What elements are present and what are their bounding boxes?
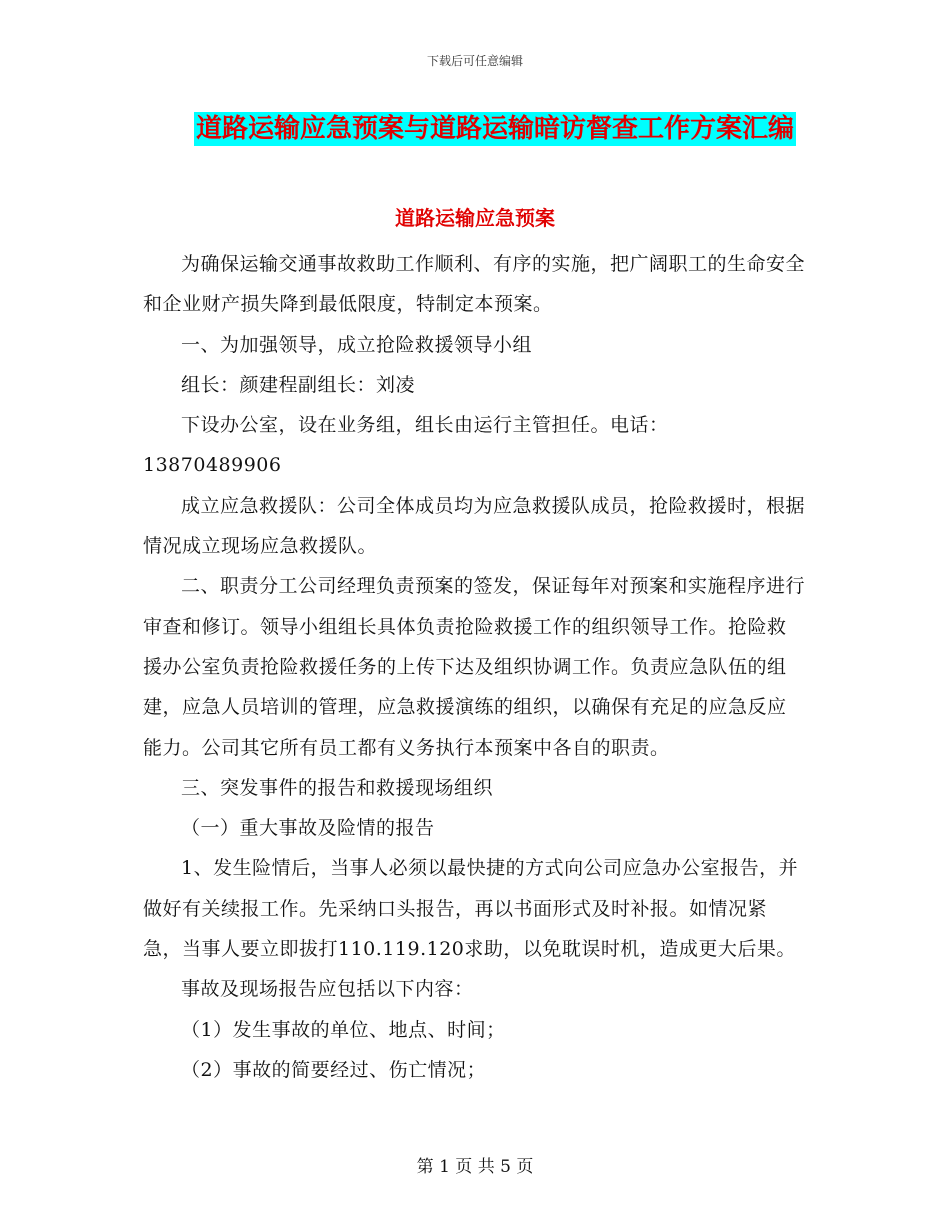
paragraph-leaders: 组长：颜建程副组长：刘凌 — [181, 373, 416, 396]
paragraph-intro: 为确保运输交通事故救助工作顺利、有序的实施，把广阔职工的生命安全和企业财产损失降到最低限度，特制定本预案。 — [143, 253, 806, 316]
paragraph-rescue-team: 成立应急救援队：公司全体成员均为应急救援队成员，抢险救援时，根据情况成立现场应急救援队。 — [143, 494, 806, 558]
paragraph-subheading-1: （一）重大事故及险情的报告 — [181, 817, 435, 840]
phone-number: 13870489906 — [143, 454, 282, 477]
paragraph-heading-2: 二、职责分工公司经理负责预案的签发，保证每年对预案和实施程序进行审查和修订。领导小组组长具体负责抢险救援工作的组织领导工作。抢险救援办公室负责抢险救援任务的上传下达及组织协调工作。负责应急队伍的组建，应急人员培训的管理，应急救援演练的组织，以确保有充足的应急反应能力。公司其它所有员工都有义务执行本预案中各自的职责。 — [143, 575, 806, 759]
paragraph-office: 下设办公室，设在业务组，组长由运行主管担任。电话： — [181, 414, 669, 437]
document-title: 道路运输应急预案与道路运输暗访督查工作方案汇编 — [196, 114, 795, 144]
paragraph-heading-1: 一、为加强领导，成立抢险救援领导小组 — [181, 333, 533, 356]
paragraph-item-1: （1）发生事故的单位、地点、时间； — [181, 1018, 506, 1041]
page-number: 第 1 页 共 5 页 — [416, 1157, 534, 1177]
paragraph-heading-3: 三、突发事件的报告和救援现场组织 — [181, 776, 494, 799]
paragraph-report-content: 事故及现场报告应包括以下内容： — [181, 978, 474, 1001]
header-note: 下载后可任意编辑 — [426, 54, 523, 68]
section-title: 道路运输应急预案 — [395, 206, 555, 230]
document-body — [143, 244, 805, 1090]
paragraph-item-2: （2）事故的简要经过、伤亡情况； — [181, 1058, 487, 1081]
paragraph-report-1: 1、发生险情后，当事人必须以最快捷的方式向公司应急办公室报告，并做好有关续报工作。先采纳口头报告，再以书面形式及时补报。如情况紧急，当事人要立即拔打110.119.120求助，以免耽误时机，造成更大后果。 — [143, 857, 799, 961]
